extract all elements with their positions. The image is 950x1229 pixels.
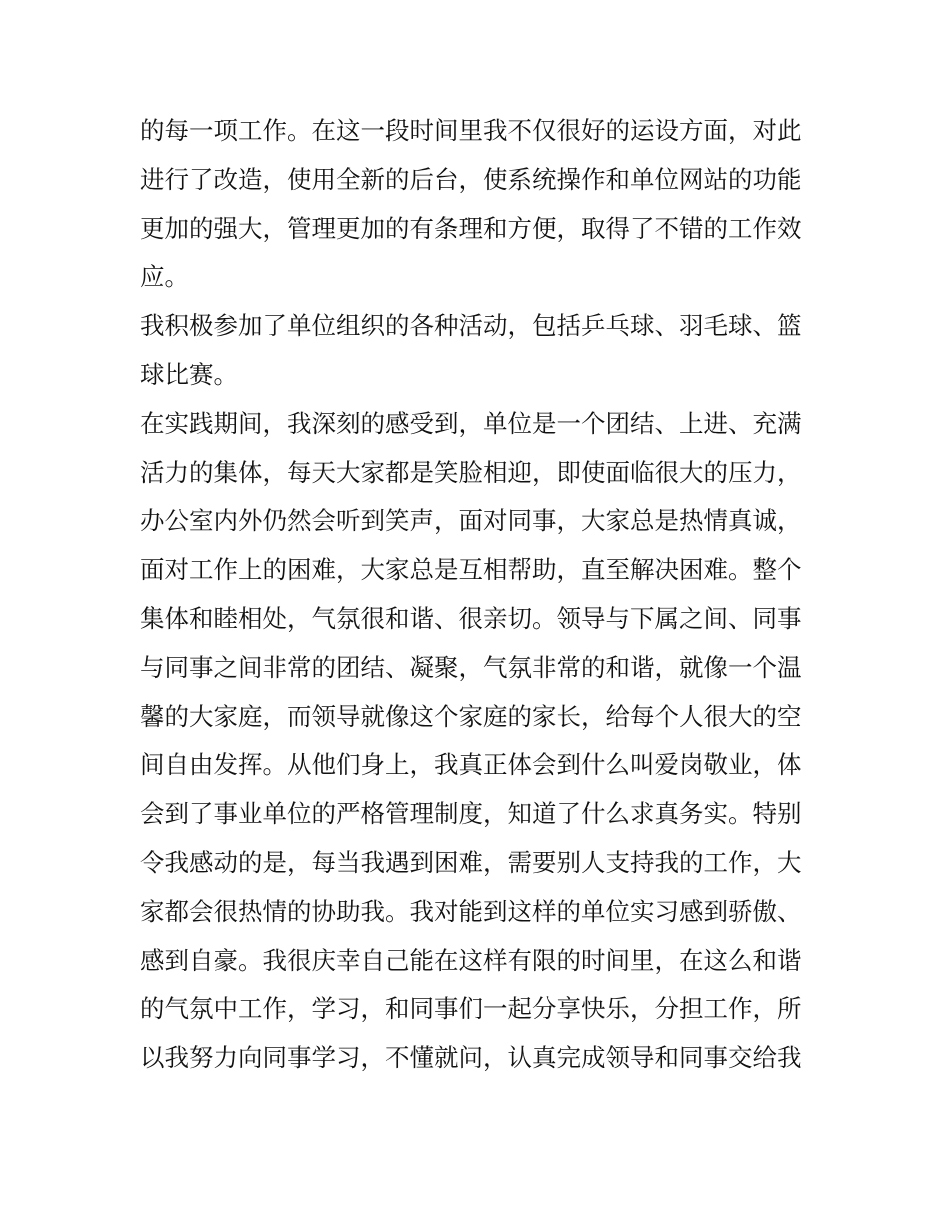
text-line: 集体和睦相处，气氛很和谐、很亲切。领导与下属之间、同事 <box>140 603 802 633</box>
text-line: 我积极参加了单位组织的各种活动，包括乒乓球、羽毛球、篮 <box>140 311 802 341</box>
text-line: 会到了事业单位的严格管理制度，知道了什么求真务实。特别 <box>140 799 802 829</box>
text-line: 与同事之间非常的团结、凝聚，气氛非常的和谐，就像一个温 <box>140 652 802 682</box>
text-line: 活力的集体，每天大家都是笑脸相迎，即使面临很大的压力， <box>140 457 802 487</box>
text-line: 球比赛。 <box>140 359 238 389</box>
text-line: 家都会很热情的协助我。我对能到这样的单位实习感到骄傲、 <box>140 896 802 926</box>
text-line: 进行了改造，使用全新的后台，使系统操作和单位网站的功能 <box>140 164 802 194</box>
text-line: 间自由发挥。从他们身上，我真正体会到什么叫爱岗敬业，体 <box>140 750 802 780</box>
text-line: 馨的大家庭，而领导就像这个家庭的家长，给每个人很大的空 <box>140 701 802 731</box>
text-line: 面对工作上的困难，大家总是互相帮助，直至解决困难。整个 <box>140 555 802 585</box>
text-line: 令我感动的是，每当我遇到困难，需要别人支持我的工作，大 <box>140 847 802 877</box>
text-line: 以我努力向同事学习，不懂就问，认真完成领导和同事交给我 <box>140 1043 802 1073</box>
document-body <box>140 107 820 1083</box>
text-line: 感到自豪。我很庆幸自己能在这样有限的时间里，在这么和谐 <box>140 945 802 975</box>
text-line: 的气氛中工作，学习，和同事们一起分享快乐，分担工作，所 <box>140 994 802 1024</box>
text-line: 更加的强大，管理更加的有条理和方便，取得了不错的工作效 <box>140 213 802 243</box>
text-line: 应。 <box>140 262 189 292</box>
text-line: 办公室内外仍然会听到笑声，面对同事，大家总是热情真诚， <box>140 506 802 536</box>
text-line: 的每一项工作。在这一段时间里我不仅很好的运设方面，对此 <box>140 116 802 145</box>
text-line: 在实践期间，我深刻的感受到，单位是一个团结、上进、充满 <box>140 408 802 438</box>
